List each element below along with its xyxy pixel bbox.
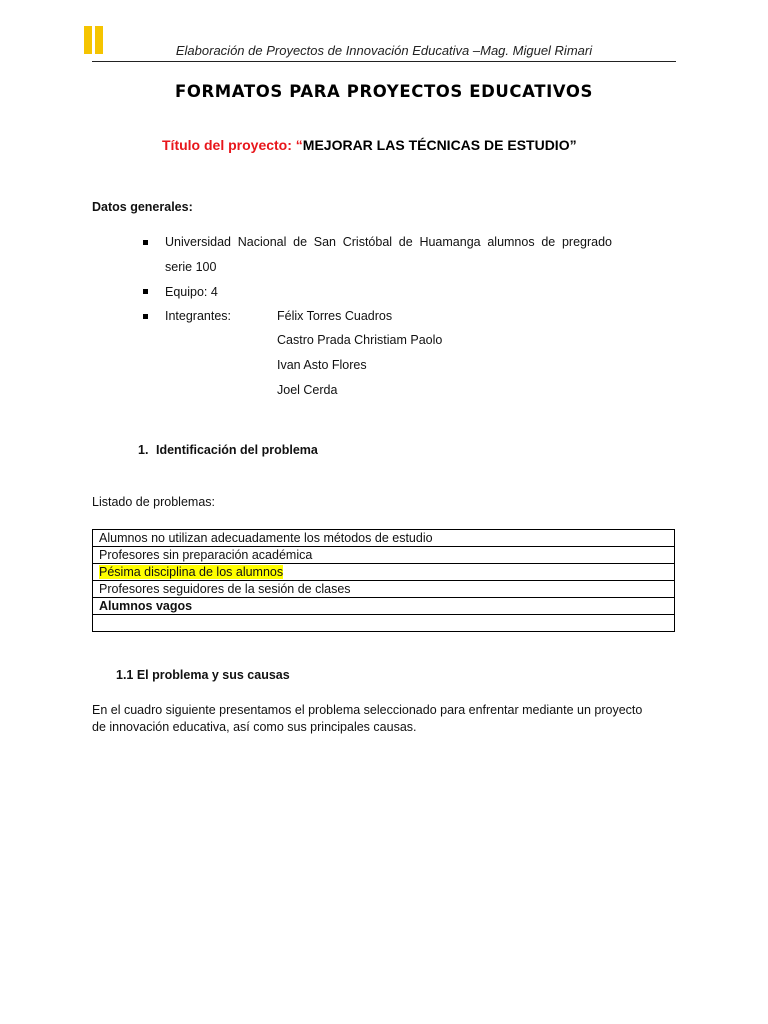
table-row xyxy=(93,530,675,547)
problem-list-label: Listado de problemas: xyxy=(92,495,215,509)
project-title-line xyxy=(162,137,577,153)
logo-bar-left xyxy=(84,26,92,54)
highlighted-problem: Pésima disciplina de los alumnos xyxy=(99,565,284,579)
table-row xyxy=(93,547,675,564)
table-cell: Profesores sin preparación académica xyxy=(93,547,675,564)
bullet-icon xyxy=(143,289,148,294)
paragraph-line: En el cuadro siguiente presentamos el problema seleccionado para enfrentar mediante un proyecto xyxy=(92,703,643,717)
member-name: Castro Prada Christiam Paolo xyxy=(277,333,443,347)
section-heading-problem-identification: Identificación del problema xyxy=(156,443,318,457)
header-divider xyxy=(92,61,676,62)
paragraph-line: de innovación educativa, así como sus principales causas. xyxy=(92,720,417,734)
table-row xyxy=(93,598,675,615)
project-title-name: MEJORAR LAS TÉCNICAS DE ESTUDIO” xyxy=(302,137,577,153)
table-cell-empty xyxy=(93,615,675,632)
member-name: Joel Cerda xyxy=(277,383,338,397)
section-heading-problem-causes: 1.1 El problema y sus causas xyxy=(116,668,290,682)
bullet-icon xyxy=(143,314,148,319)
table-cell xyxy=(93,564,675,581)
team-line: Equipo: 4 xyxy=(165,285,218,299)
page-header: Elaboración de Proyectos de Innovación Educativa –Mag. Miguel Rimari xyxy=(175,43,593,58)
members-label: Integrantes: xyxy=(165,309,232,323)
bullet-icon xyxy=(143,240,148,245)
table-row xyxy=(93,564,675,581)
member-name: Félix Torres Cuadros xyxy=(277,309,393,323)
section-number: 1. xyxy=(138,443,149,457)
university-line: Universidad Nacional de San Cristóbal de Huamanga alumnos de pregrado xyxy=(165,235,612,249)
table-cell: Alumnos vagos xyxy=(93,598,675,615)
member-name: Ivan Asto Flores xyxy=(277,358,367,372)
table-cell: Alumnos no utilizan adecuadamente los métodos de estudio xyxy=(93,530,675,547)
project-title-label: Título del proyecto: “ xyxy=(162,137,303,153)
table-row xyxy=(93,615,675,632)
problems-table xyxy=(92,529,675,632)
document-title: FORMATOS PARA PROYECTOS EDUCATIVOS xyxy=(174,82,593,101)
general-data-heading: Datos generales: xyxy=(92,200,193,214)
university-line-continued: serie 100 xyxy=(165,260,217,274)
table-cell: Profesores seguidores de la sesión de clases xyxy=(93,581,675,598)
table-row xyxy=(93,581,675,598)
